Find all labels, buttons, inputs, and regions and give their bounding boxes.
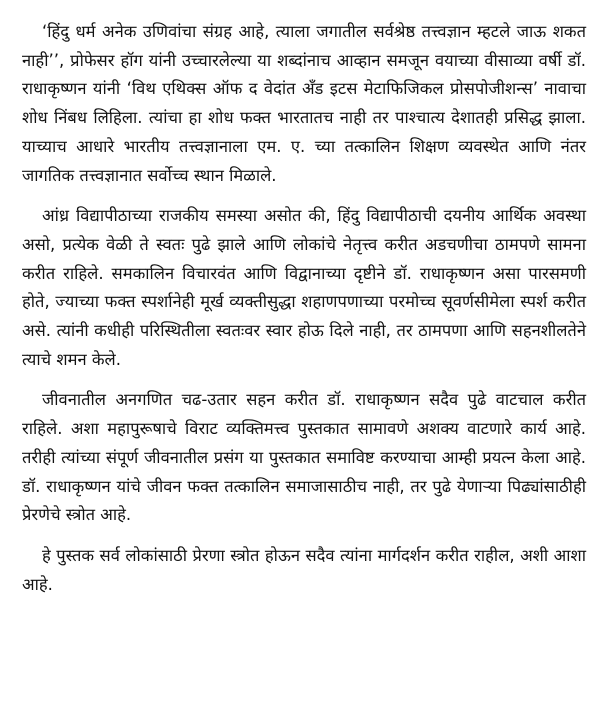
paragraph-2: आंध्र विद्यापीठाच्या राजकीय समस्या असोत की, हिंदु विद्यापीठाची दयनीय आर्थिक अवस्था असो, प्रत्येक वेळी ते स्वतः पुढे झाले आणि लोकांचे नेतृत्त्व करीत अडचणीचा ठामपणे सामना करीत राहिले. समकालिन विचारवंत आणि विद्वानाच्या दृष्टीने डॉ. राधाकृष्णन असा पारसमणी होते, ज्याच्या फक्त स्पर्शानेही मूर्ख व्यक्तीसुद्धा शहाणपणाच्या परमोच्च सूवर्णसीमेला स्पर्श करीत असे. त्यांनी कधीही परिस्थितीला स्वतःवर स्वार होऊ दिले नाही, तर ठामपणा आणि सहनशीलतेने त्याचे शमन केले. [22,206,586,369]
paragraph-4: हे पुस्तक सर्व लोकांसाठी प्रेरणा स्त्रोत होऊन सदैव त्यांना मार्गदर्शन करीत राहील, अशी आशा आहे. [22,545,586,594]
paragraph-3: जीवनातील अनगणित चढ-उतार सहन करीत डॉ. राधाकृष्णन सदैव पुढे वाटचाल करीत राहिले. अशा महापुरूषाचे विराट व्यक्तिमत्त्व पुस्तकात सामावणे अशक्य वाटणारे कार्य आहे. तरीही त्यांच्या संपूर्ण जीवनातील प्रसंग या पुस्तकात समाविष्ट करण्याचा आम्ही प्रयत्न केला आहे. डॉ. राधाकृष्णन यांचे जीवन फक्त तत्कालिन समाजासाठीच नाही, तर पुढे येणाऱ्या पिढ्यांसाठीही प्रेरणेचे स्त्रोत आहे. [22,390,586,525]
paragraph-1: ‘हिंदु धर्म अनेक उणिवांचा संग्रह आहे, त्याला जगातील सर्वश्रेष्ठ तत्त्वज्ञान म्हटले जाऊ शकत नाही’’, प्रोफेसर हॉग यांनी उच्चारलेल्या या शब्दांनाच आव्हान समजून वयाच्या वीसाव्या वर्षी डॉ. राधाकृष्णन यांनी ‘विथ एथिक्स ऑफ द वेदांत अँड इटस मेटाफिजिकल प्रोसपोजीशन्स’ नावाचा शोध निंबध लिहिला. त्यांचा हा शोध फक्त भारतातच नाही तर पाश्चात्य देशातही प्रसिद्ध झाला. याच्याच आधारे भारतीय तत्त्वज्ञानाला एम. ए. च्या तत्कालिन शिक्षण व्यवस्थेत आणि नंतर जागतिक तत्त्वज्ञानात सर्वोच्च स्थान मिळाले. [22,22,586,185]
